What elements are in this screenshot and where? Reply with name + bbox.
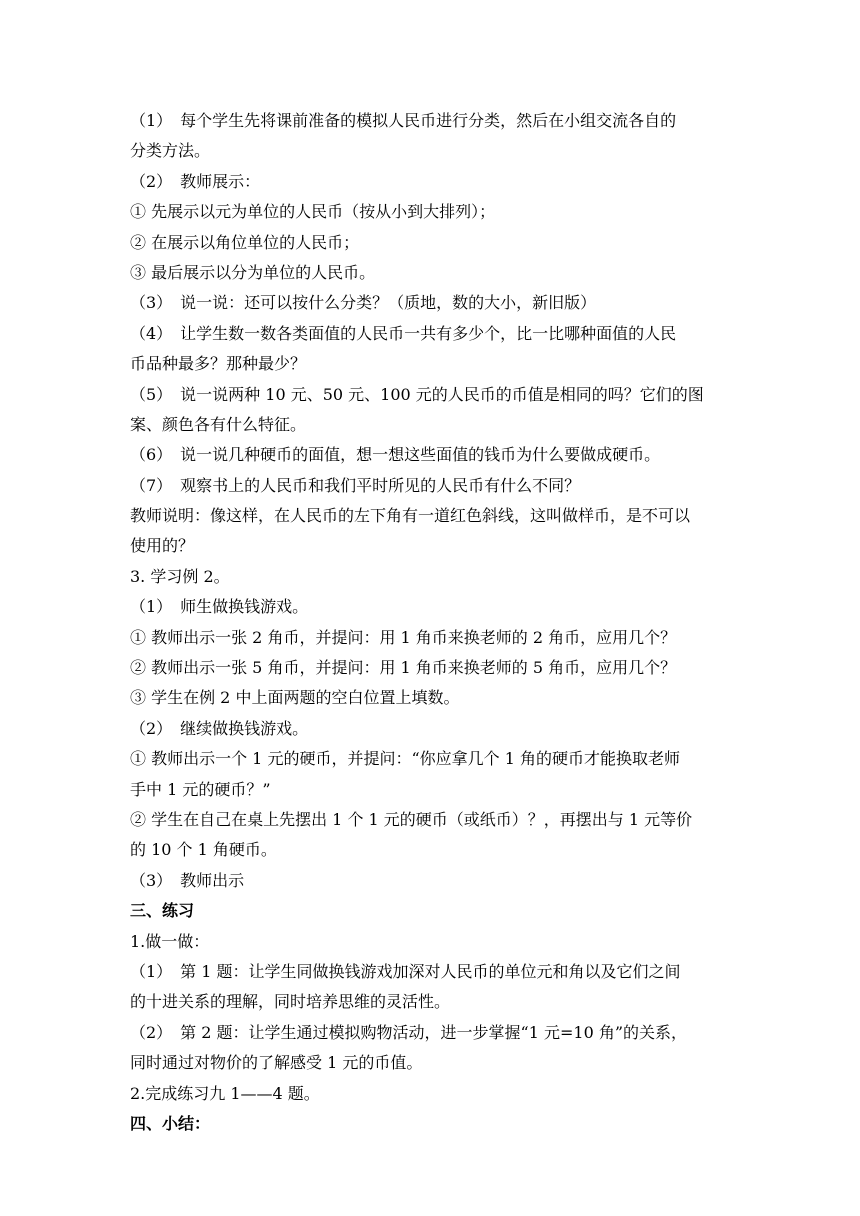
text-line: 案、颜色各有什么特征。 — [130, 414, 307, 434]
text-line: 的 10 个 1 角硬币。 — [130, 840, 277, 860]
text-line: 币品种最多？那种最少？ — [130, 354, 307, 374]
text-line: （7） 观察书上的人民币和我们平时所见的人民币有什么不同？ — [130, 475, 581, 495]
text-line: （2） 第 2 题：让学生通过模拟购物活动，进一步掌握“1 元=10 角”的关系， — [130, 1022, 688, 1042]
text-line: （1） 师生做换钱游戏。 — [130, 597, 309, 617]
text-line: ② 教师出示一张 5 角币，并提问：用 1 角币来换老师的 5 角币，应用几个？ — [130, 658, 677, 678]
text-line: 分类方法。 — [130, 141, 211, 161]
text-line: （1） 第 1 题：让学生同做换钱游戏加深对人民币的单位元和角以及它们之间 — [130, 961, 681, 981]
text-line: （3） 说一说：还可以按什么分类？（质地，数的大小，新旧版） — [130, 293, 597, 313]
text-line: 同时通过对物价的了解感受 1 元的币值。 — [130, 1053, 423, 1073]
document-page — [130, 106, 730, 1139]
section-heading: 四、小结： — [130, 1113, 211, 1133]
text-line: （3） 教师出示 — [130, 870, 245, 890]
text-line: 使用的？ — [130, 536, 195, 556]
text-line: ③ 最后展示以分为单位的人民币。 — [130, 262, 376, 282]
text-line: 3. 学习例 2。 — [130, 566, 230, 586]
text-line: （5） 说一说两种 10 元、50 元、100 元的人民币的币值是相同的吗？它们的图 — [130, 384, 704, 404]
text-line: 手中 1 元的硬币？” — [130, 779, 271, 799]
text-line: 2.完成练习九 1——4 题。 — [130, 1083, 320, 1103]
text-line: （2） 继续做换钱游戏。 — [130, 718, 309, 738]
text-line: ② 在展示以角位单位的人民币； — [130, 232, 360, 252]
text-line: 的十进关系的理解，同时培养思维的灵活性。 — [130, 992, 451, 1012]
text-line: ① 教师出示一张 2 角币，并提问：用 1 角币来换老师的 2 角币，应用几个？ — [130, 627, 677, 647]
text-line: 1.做一做： — [130, 931, 210, 951]
text-line: ② 学生在自己在桌上先摆出 1 个 1 元的硬币（或纸币）？，再摆出与 1 元等价 — [130, 809, 693, 829]
text-line: （6） 说一说几种硬币的面值，想一想这些面值的钱币为什么要做成硬币。 — [130, 445, 661, 465]
text-line: 教师说明：像这样，在人民币的左下角有一道红色斜线，这叫做样币，是不可以 — [130, 506, 691, 526]
text-line: （1） 每个学生先将课前准备的模拟人民币进行分类，然后在小组交流各自的 — [130, 111, 677, 130]
text-line: ③ 学生在例 2 中上面两题的空白位置上填数。 — [130, 688, 460, 708]
text-line: ① 教师出示一个 1 元的硬币，并提问：“你应拿几个 1 角的硬币才能换取老师 — [130, 749, 680, 769]
section-heading: 三、练习 — [130, 901, 195, 921]
text-line: ① 先展示以元为单位的人民币（按从小到大排列）； — [130, 202, 496, 222]
text-line: （4） 让学生数一数各类面值的人民币一共有多少个，比一比哪种面值的人民 — [130, 323, 677, 343]
text-line: （2） 教师展示： — [130, 171, 261, 191]
